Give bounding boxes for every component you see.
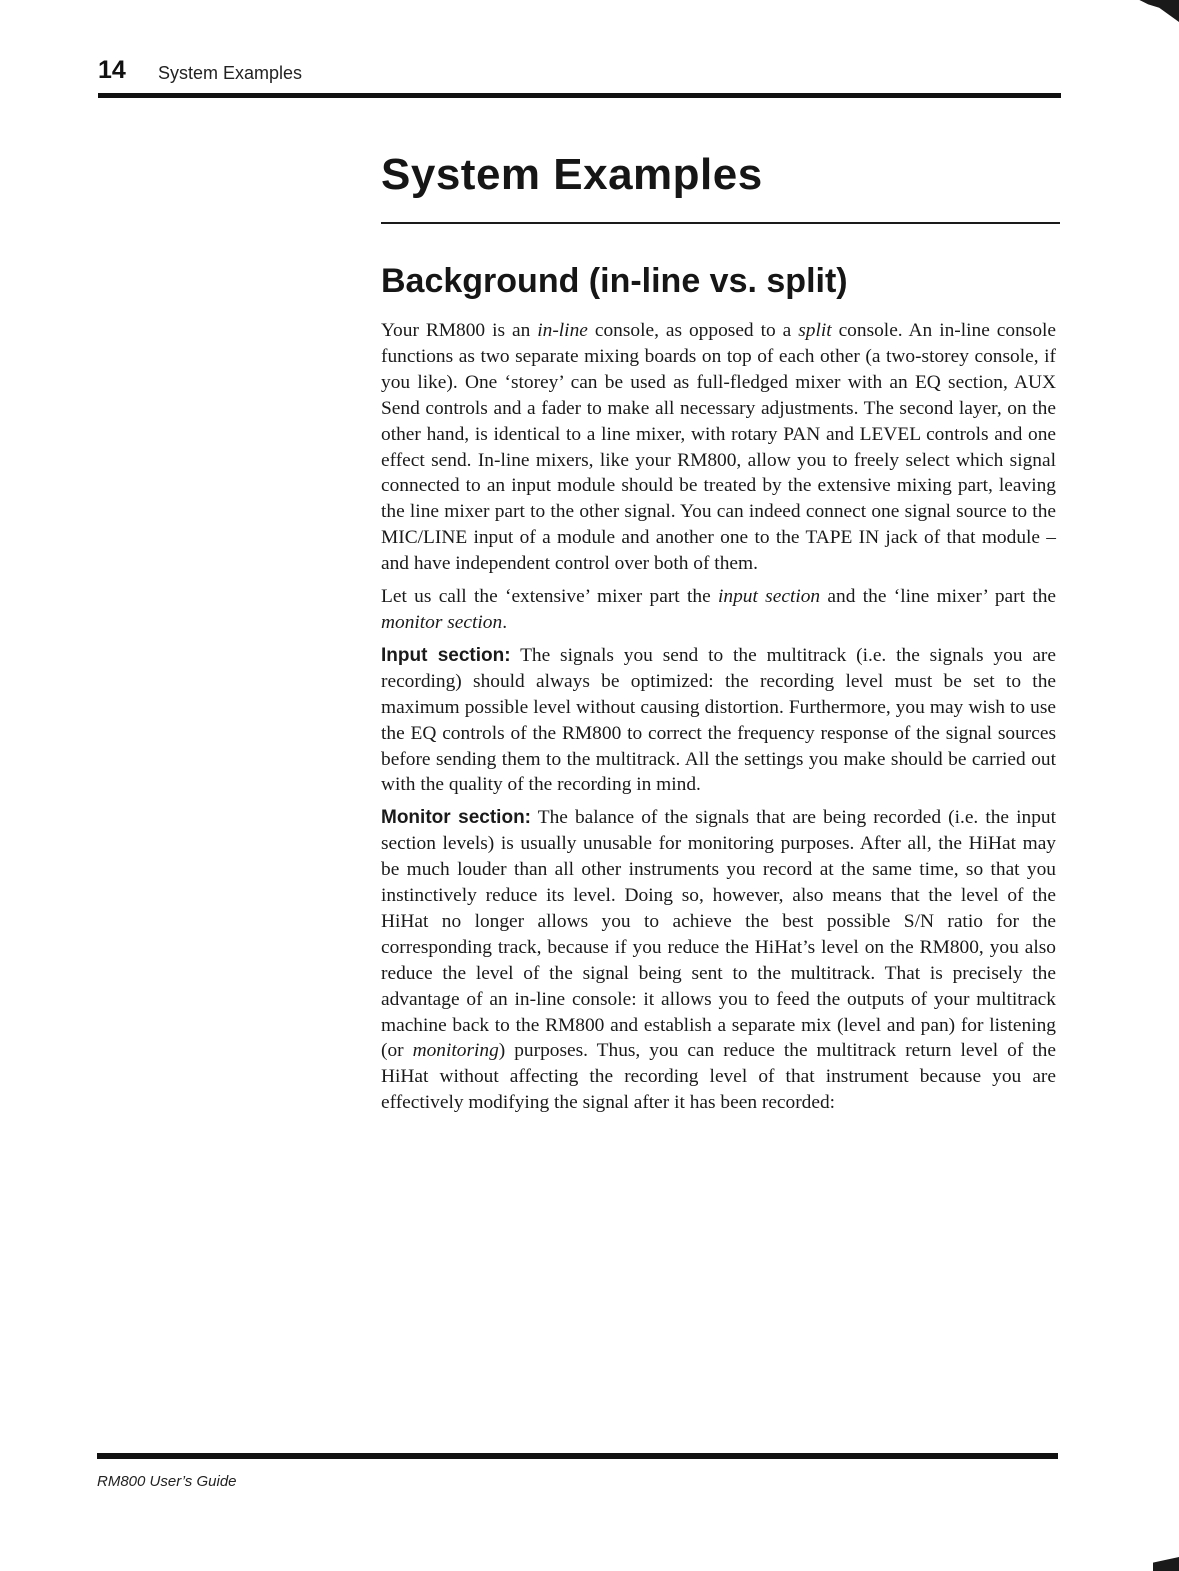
- italic-split: split: [798, 320, 832, 341]
- scan-artifact-bottom: [1153, 1557, 1179, 1571]
- text-run: .: [502, 611, 508, 633]
- paragraph-monitor-section: [381, 805, 1056, 1116]
- run-in-label-input: Input section:: [381, 644, 511, 666]
- page-header: [98, 52, 1061, 98]
- page-title: System Examples: [381, 150, 763, 199]
- text-run: Your RM800 is an: [381, 320, 538, 341]
- header-rule: [98, 93, 1061, 98]
- italic-monitor-section: monitor section: [381, 611, 503, 633]
- page-number: 14: [98, 56, 126, 84]
- italic-in-line: in-line: [537, 320, 588, 341]
- italic-input-section: input section: [718, 586, 821, 608]
- text-run: The balance of the signals that are being recorded (i.e. the input section levels) is usually unusable for monitoring purposes. After all, the HiHat may be much louder than all other instruments you record at the same time, so that you instinctively reduce its level. Doing so, however, also means that the level of the HiHat no longer allows you to achieve the best possible S/N ratio for the corresponding track, because if you reduce the HiHat’s level on the RM800, you also reduce the level of the signal being sent to the multitrack. That is precisely the advantage of an in-line console: it allows you to feed the outputs of your multitrack machine back to the RM800 and establish a separate mix (level and pan) for listening (or: [381, 807, 1056, 1062]
- text-run: console, as opposed to a: [587, 320, 799, 341]
- footer-rule: [97, 1453, 1058, 1459]
- section-heading: Background (in-line vs. split): [381, 262, 848, 300]
- paragraph-definitions: [381, 584, 1056, 636]
- paragraph-input-section: [381, 643, 1056, 798]
- paragraph-intro: [381, 318, 1056, 577]
- text-run: Let us call the ‘extensive’ mixer part the: [381, 586, 719, 608]
- run-in-label-monitor: Monitor section:: [381, 807, 531, 829]
- scan-artifact: [1135, 0, 1179, 22]
- text-run: and the ‘line mixer’ part the: [820, 586, 1057, 608]
- text-run: The signals you send to the multitrack (i.e. the signals you are recording) should always be optimized: the recording level must be set to the maximum possible level without causing distortion. Furthermore, you may wish to use the EQ controls of the RM800 to correct the frequency response of the signal sources before sending them to the multitrack. All the settings you make should be carried out with the quality of the recording in mind.: [381, 644, 1056, 796]
- text-run: console. An in-line console functions as two separate mixing boards on top of each other (a two-storey console, if you like). One ‘storey’ can be used as full-fledged mixer with an EQ section, AUX Send controls and a fader to make all necessary adjustments. The second layer, on the other hand, is identical to a line mixer, with rotary PAN and LEVEL controls and one effect send. In-line mixers, like your RM800, allow you to freely select which signal connected to an input module should be treated by the extensive mixing part, leaving the line mixer part to the other signal. You can indeed connect one signal source to the MIC/LINE input of a module and another one to the TAPE IN jack of that module – and have independent control over both of them.: [381, 320, 1057, 575]
- running-title: System Examples: [158, 63, 303, 83]
- title-rule: [381, 222, 1060, 224]
- italic-monitoring: monitoring: [412, 1040, 499, 1062]
- text-run: ) purposes. Thus, you can reduce the multitrack return level of the HiHat without affecting the recording level of that instrument because you are effectively modifying the signal after it has been recorded:: [381, 1040, 1056, 1114]
- body-text: [381, 318, 1056, 1123]
- footer-text: RM800 User’s Guide: [97, 1473, 237, 1490]
